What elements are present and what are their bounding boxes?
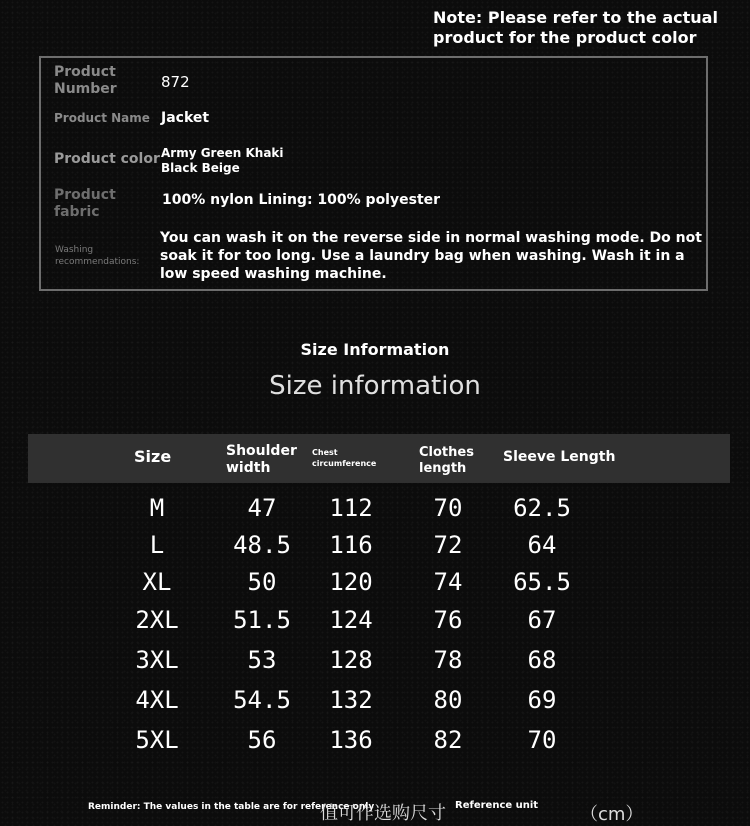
color-note-line-1: Note: Please refer to the actual	[433, 8, 718, 27]
measure-cell: 47	[247, 494, 277, 522]
header-chest: Chest circumference	[312, 448, 377, 468]
measure-cell: 116	[329, 531, 373, 559]
size-cell: XL	[142, 568, 172, 596]
measure-cell: 65.5	[513, 568, 571, 596]
measure-cell: 53	[247, 646, 277, 674]
measure-cell: 48.5	[233, 531, 291, 559]
measure-cell: 51.5	[233, 606, 291, 634]
measure-cell: 76	[433, 606, 463, 634]
measure-cell: 82	[433, 726, 463, 754]
measure-cell: 128	[329, 646, 373, 674]
header-sleeve-length: Sleeve Length	[503, 449, 616, 465]
size-info-title: Size Information	[300, 340, 450, 359]
size-info-subtitle: Size information	[269, 371, 481, 401]
reminder-text: Reminder: The values in the table are for reference only	[88, 802, 375, 812]
measure-cell: 120	[329, 568, 373, 596]
product-name-value: Jacket	[161, 110, 210, 126]
header-size: Size	[134, 447, 172, 466]
measure-cell: 56	[247, 726, 277, 754]
measure-cell: 136	[329, 726, 373, 754]
measure-cell: 124	[329, 606, 373, 634]
measure-cell: 112	[329, 494, 373, 522]
measure-cell: 74	[433, 568, 463, 596]
measure-cell: 67	[527, 606, 557, 634]
measure-cell: 54.5	[233, 686, 291, 714]
chinese-note: 值可作选购尺寸	[320, 803, 446, 824]
size-cell: 2XL	[135, 606, 179, 634]
product-fabric-label: Product fabric	[54, 187, 116, 220]
product-number-label: Product Number	[54, 64, 117, 97]
header-shoulder-width: Shoulder width	[226, 443, 297, 476]
product-name-label: Product Name	[54, 111, 150, 125]
color-note-line-2: product for the product color	[433, 28, 697, 47]
measure-cell: 70	[433, 494, 463, 522]
color-note	[433, 8, 733, 48]
unit-label: （cm）	[580, 804, 644, 825]
measure-cell: 132	[329, 686, 373, 714]
product-color-label: Product color	[54, 151, 160, 167]
header-clothes-length: Clothes length	[419, 445, 474, 476]
measure-cell: 64	[527, 531, 557, 559]
reference-unit-label: Reference unit	[455, 800, 539, 811]
measure-cell: 72	[433, 531, 463, 559]
size-cell: L	[149, 531, 165, 559]
size-cell: 3XL	[135, 646, 179, 674]
measure-cell: 69	[527, 686, 557, 714]
size-cell: 4XL	[135, 686, 179, 714]
washing-value: You can wash it on the reverse side in normal washing mode. Do not soak it for too long. Use a laundry bag when washing. Wash it in a low speed washing machine.	[160, 230, 702, 282]
measure-cell: 78	[433, 646, 463, 674]
washing-label: Washing recommendations:	[55, 245, 140, 267]
measure-cell: 70	[527, 726, 557, 754]
measure-cell: 68	[527, 646, 557, 674]
size-cell: M	[149, 494, 165, 522]
product-color-value: Army Green Khaki Black Beige	[161, 146, 284, 175]
product-number-value: 872	[161, 73, 190, 91]
product-fabric-value: 100% nylon Lining: 100% polyester	[162, 192, 441, 208]
measure-cell: 62.5	[513, 494, 571, 522]
measure-cell: 80	[433, 686, 463, 714]
measure-cell: 50	[247, 568, 277, 596]
size-cell: 5XL	[135, 726, 179, 754]
